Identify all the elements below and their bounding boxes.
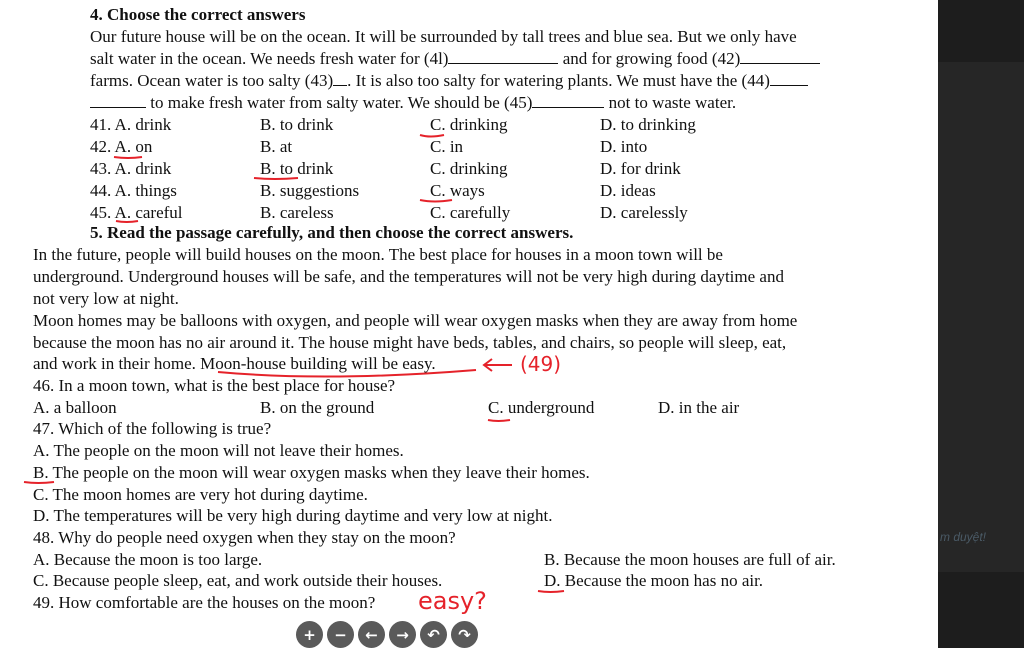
underline-q48-d (538, 591, 564, 592)
section5-para2-line1: Moon homes may be balloons with oxygen, and people will wear oxygen masks when they are away from home (33, 311, 798, 330)
q44-b: B. suggestions (260, 181, 360, 200)
q43-c: C. drinking (430, 159, 508, 178)
q48-c: C. Because people sleep, eat, and work outside their houses. (33, 571, 443, 590)
blank-43 (333, 71, 347, 86)
blank-45 (532, 93, 604, 108)
share-button[interactable]: ↷ (451, 621, 478, 648)
zoom-in-button[interactable]: + (296, 621, 323, 648)
sidebar-text: m duyệt! (940, 530, 987, 544)
q42-b: B. at (260, 137, 293, 156)
q45-d: D. carelessly (600, 203, 688, 222)
section5-para2-line3: and work in their home. Moon-house building will be easy. (33, 354, 436, 373)
blank-44 (770, 71, 808, 86)
q48-question: 48. Why do people need oxygen when they stay on the moon? (33, 528, 456, 547)
q42-c: C. in (430, 137, 464, 156)
q43-a: 43. A. drink (90, 159, 172, 178)
section5-heading: 5. Read the passage carefully, and then choose the correct answers. (90, 223, 574, 242)
section4-heading: 4. Choose the correct answers (90, 5, 306, 24)
blank-41 (448, 49, 558, 64)
q42-d: D. into (600, 137, 648, 156)
section4-line2: salt water in the ocean. We needs fresh water for (4l) and for growing food (42) (90, 49, 820, 69)
underline-q42-a (114, 157, 142, 158)
q44-a: 44. A. things (90, 181, 177, 200)
undo-button[interactable]: ↶ (420, 621, 447, 648)
q41-a: 41. A. drink (90, 115, 172, 134)
q43-d: D. for drink (600, 159, 681, 178)
q46-a: A. a balloon (33, 398, 117, 417)
q48-d: D. Because the moon has no air. (544, 571, 764, 590)
q42-a: 42. A. on (90, 137, 153, 156)
section4-line4: to make fresh water from salty water. We should be (45) not to waste water. (90, 93, 736, 113)
section5-para1-line1: In the future, people will build houses on the moon. The best place for houses in a moon town will be (33, 245, 723, 264)
blank-42 (740, 49, 820, 64)
section5-para1-line2: underground. Underground houses will be safe, and the temperatures will not be very high during daytime and (33, 267, 784, 286)
q47-d: D. The temperatures will be very high during daytime and very low at night. (33, 506, 553, 525)
q48-a: A. Because the moon is too large. (33, 550, 263, 569)
viewer-toolbar (296, 621, 478, 648)
q47-question: 47. Which of the following is true? (33, 419, 272, 438)
q48-b: B. Because the moon houses are full of air. (544, 550, 836, 569)
q46-d: D. in the air (658, 398, 740, 417)
arrow-note: (49) (520, 352, 562, 376)
q49-handwritten-answer: easy? (418, 587, 487, 615)
easy-sentence: Moon-house building will be easy. (200, 354, 436, 373)
underline-q46-c (488, 420, 510, 421)
q45-a: 45. A. careful (90, 203, 183, 222)
arrow-left (484, 359, 512, 371)
right-sidebar (938, 0, 1024, 648)
section5-para1-line3: not very low at night. (33, 289, 179, 308)
q41-d: D. to drinking (600, 115, 696, 134)
q45-b: B. careless (260, 203, 334, 222)
next-button[interactable]: → (389, 621, 416, 648)
q44-d: D. ideas (600, 181, 656, 200)
q47-c: C. The moon homes are very hot during daytime. (33, 485, 368, 504)
q46-c: C. underground (488, 398, 595, 417)
q49-question: 49. How comfortable are the houses on the moon? (33, 593, 376, 612)
q47-a: A. The people on the moon will not leave their homes. (33, 441, 404, 460)
q46-question: 46. In a moon town, what is the best place for house? (33, 376, 396, 395)
prev-button[interactable]: ← (358, 621, 385, 648)
q43-b: B. to drink (260, 159, 334, 178)
q44-c: C. ways (430, 181, 485, 200)
q45-c: C. carefully (430, 203, 511, 222)
q41-b: B. to drink (260, 115, 334, 134)
q47-b: B. The people on the moon will wear oxygen masks when they leave their homes. (33, 463, 590, 482)
zoom-out-button[interactable]: − (327, 621, 354, 648)
section4-line3: farms. Ocean water is too salty (43) . It is also too salty for watering plants. We must have the (44) (90, 71, 808, 91)
section5-para2-line2: because the moon has no air around it. The house might have beds, tables, and chairs, so people will sleep, eat, (33, 333, 787, 352)
q46-b: B. on the ground (260, 398, 375, 417)
sidebar-panel (938, 62, 1024, 572)
section4-line1: Our future house will be on the ocean. It will be surrounded by tall trees and blue sea. But we only have (90, 27, 797, 46)
blank-44-cont (90, 93, 146, 108)
q41-c: C. drinking (430, 115, 508, 134)
